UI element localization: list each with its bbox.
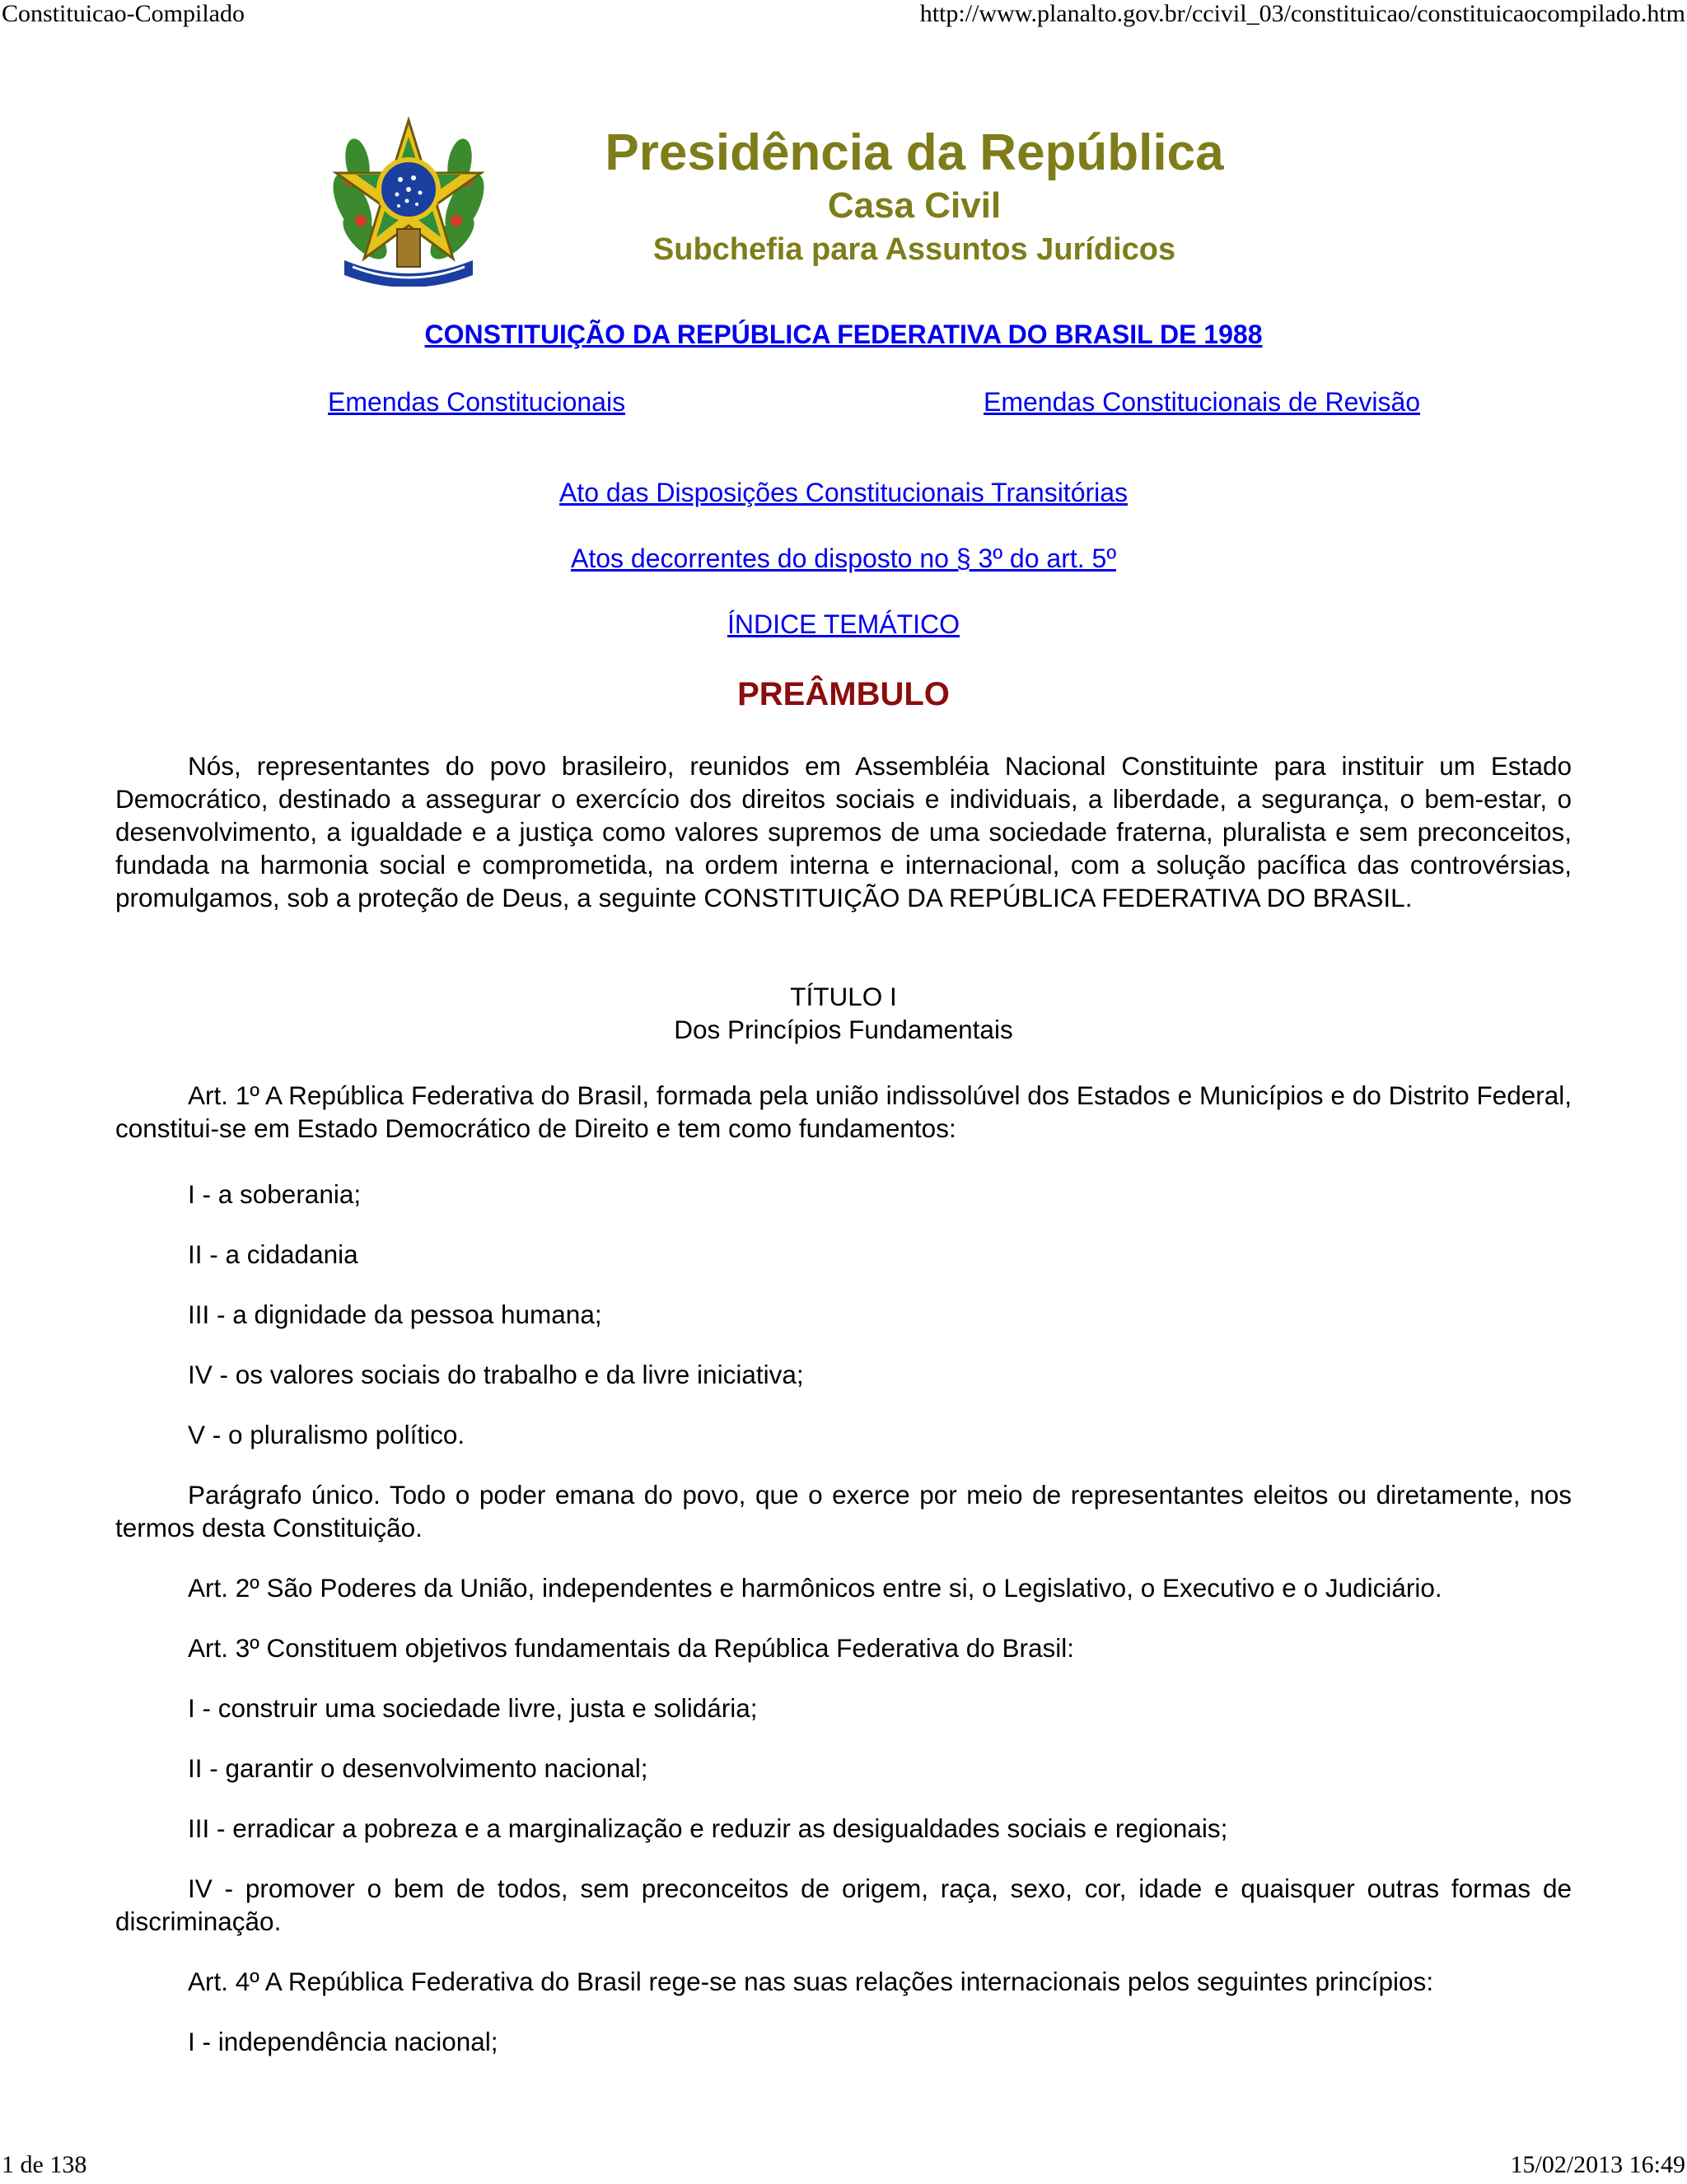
- art1-item-1: I - a soberania;: [188, 1179, 362, 1209]
- art3-caput-block: [115, 1631, 1572, 1664]
- indice-line: [0, 608, 1687, 641]
- art2-text: Art. 2º São Poderes da União, independentes e harmônicos entre si, o Legislativo, o Executivo e o Judiciário.: [188, 1573, 1442, 1603]
- art1-item-4: IV - os valores sociais do trabalho e da livre iniciativa;: [188, 1360, 804, 1389]
- art3-item-1: I - construir uma sociedade livre, justa e solidária;: [188, 1693, 758, 1723]
- print-footer: [0, 2151, 1687, 2184]
- masthead: [0, 114, 1687, 295]
- art3-item-4: IV - promover o bem de todos, sem preconceitos de origem, raça, sexo, cor, idade e quaisquer outras formas de discriminação.: [115, 1874, 1572, 1936]
- art3-item-3: III - erradicar a pobreza e a marginalização e reduzir as desigualdades sociais e regionais;: [188, 1813, 1228, 1843]
- art1-caput: Art. 1º A República Federativa do Brasil, formada pela união indissolúvel dos Estados e Municípios e do Distrito Federal, constitui-se em Estado Democrático de Direito e tem como fundamentos:: [115, 1080, 1572, 1143]
- art3-item-4-block: [115, 1872, 1572, 1938]
- art1-paragrafo-block: [115, 1478, 1572, 1544]
- preambulo-heading: PREÂMBULO: [737, 676, 950, 712]
- print-footer-datetime: 15/02/2013 16:49: [1510, 2151, 1685, 2178]
- adct-line: [0, 476, 1687, 509]
- art1-item-3: III - a dignidade da pessoa humana;: [188, 1300, 602, 1329]
- art3-item-2: II - garantir o desenvolvimento nacional;: [188, 1753, 648, 1783]
- art2-block: [115, 1571, 1572, 1604]
- emendas-link[interactable]: Emendas Constitucionais: [328, 387, 626, 417]
- print-header-title: Constituicao-Compilado: [2, 0, 245, 27]
- masthead-titles: [544, 124, 1285, 270]
- art3-caput: Art. 3º Constituem objetivos fundamentais da República Federativa do Brasil:: [188, 1633, 1075, 1663]
- masthead-main: Presidência da República: [605, 124, 1224, 181]
- emendas-right-cell: [984, 385, 1420, 418]
- emendas-left-cell: [328, 385, 625, 418]
- constitution-title-line: [0, 318, 1687, 351]
- art1-caput-block: [115, 1079, 1572, 1145]
- adct-link[interactable]: Ato das Disposições Constitucionais Transitórias: [558, 478, 1129, 507]
- emendas-revisao-link[interactable]: Emendas Constitucionais de Revisão: [984, 387, 1421, 417]
- art1-paragrafo: Parágrafo único. Todo o poder emana do povo, que o exerce por meio de representantes eleitos ou diretamente, nos termos desta Constituição.: [115, 1480, 1572, 1542]
- preambulo-text-block: [115, 749, 1572, 914]
- titulo-number: TÍTULO I: [790, 982, 897, 1011]
- art4-caput-block: [115, 1965, 1572, 1998]
- brazil-coat-of-arms-icon: [328, 114, 489, 287]
- titulo-name: Dos Princípios Fundamentais: [674, 1015, 1013, 1044]
- indice-tematico-link[interactable]: ÍNDICE TEMÁTICO: [727, 609, 960, 639]
- art4-caput: Art. 4º A República Federativa do Brasil rege-se nas suas relações internacionais pelos seguintes princípios:: [188, 1967, 1434, 1996]
- atos-line: [0, 542, 1687, 575]
- preambulo-text: Nós, representantes do povo brasileiro, reunidos em Assembléia Nacional Constituinte para instituir um Estado Democrático, destinado a assegurar o exercício dos direitos sociais e individuais, a liberdade, a segurança, o bem-estar, o desenvolvimento, a igualdade e a justiça como valores supremos de uma sociedade fraterna, pluralista e sem preconceitos, fundada na harmonia social e comprometida, na ordem interna e internacional, com a solução pacífica das controvérsias, promulgamos, sob a proteção de Deus, a seguinte CONSTITUIÇÃO DA REPÚBLICA FEDERATIVA DO BRASIL.: [115, 751, 1572, 912]
- titulo-block: [115, 980, 1572, 1046]
- art1-item-2: II - a cidadania: [188, 1239, 358, 1269]
- masthead-sub2: Subchefia para Assuntos Jurídicos: [652, 232, 1176, 267]
- print-header: [0, 0, 1687, 33]
- print-header-url: http://www.planalto.gov.br/ccivil_03/constituicao/constituicaocompilado.htm: [919, 0, 1685, 27]
- art4-item-1: I - independência nacional;: [188, 2027, 498, 2056]
- atos-decorrentes-link[interactable]: Atos decorrentes do disposto no § 3º do art. 5º: [571, 544, 1116, 573]
- constitution-link[interactable]: CONSTITUIÇÃO DA REPÚBLICA FEDERATIVA DO BRASIL DE 1988: [424, 320, 1263, 349]
- print-footer-page: 1 de 138: [2, 2151, 87, 2178]
- masthead-sub1: Casa Civil: [827, 185, 1002, 226]
- art1-item-5: V - o pluralismo político.: [188, 1420, 465, 1449]
